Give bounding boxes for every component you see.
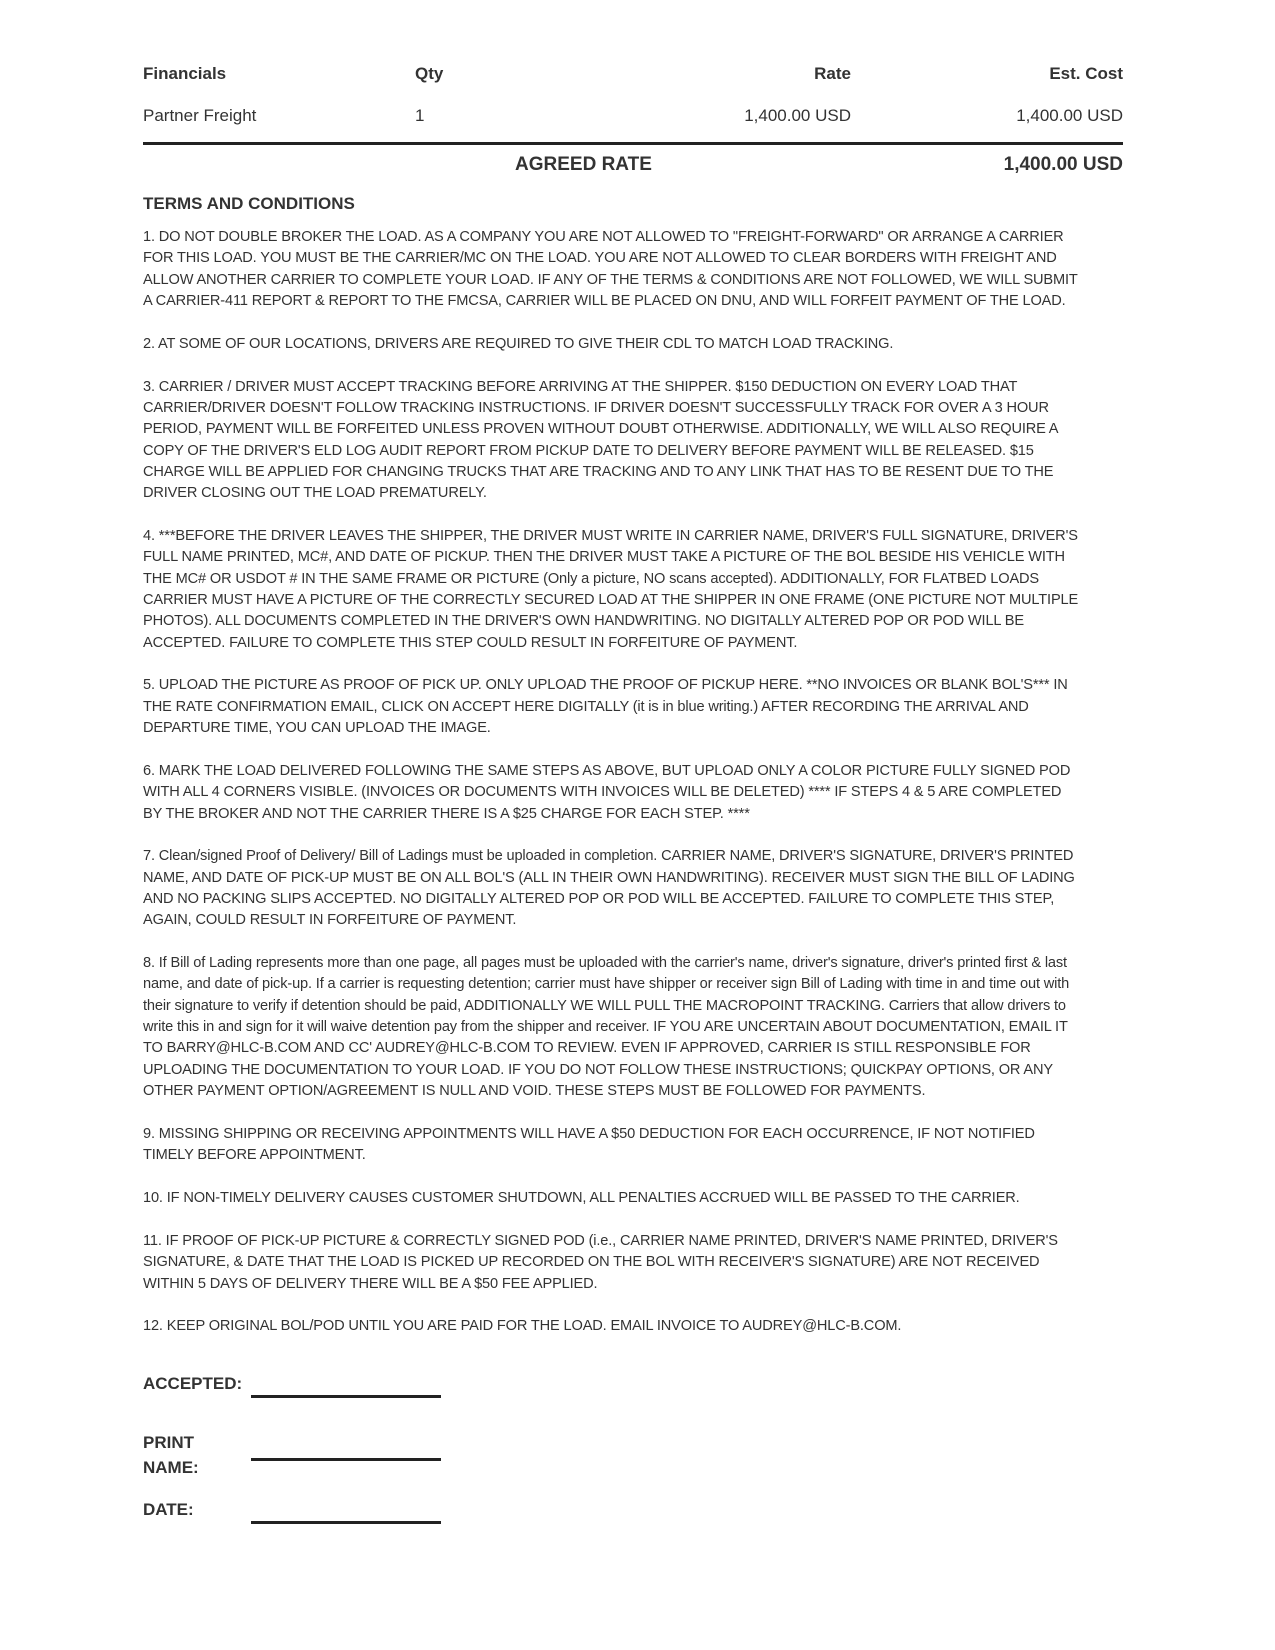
print-name-label-line2: NAME: <box>143 1458 199 1477</box>
financials-header: Financials <box>143 64 227 83</box>
line-item-name: Partner Freight <box>143 90 415 144</box>
table-row <box>143 90 1123 144</box>
term-item: 4. ***BEFORE THE DRIVER LEAVES THE SHIPPER, THE DRIVER MUST WRITE IN CARRIER NAME, DRIVER'S FULL SIGNATURE, DRIVER'S FULL NAME PRINTED, MC#, AND DATE OF PICKUP. THEN THE DRIVER MUST TAKE A PICTURE OF THE BOL BESIDE HIS VEHICLE WITH THE MC# OR USDOT # IN THE SAME FRAME OR PICTURE (Only a picture, NO scans accepted). ADDITIONALLY, FOR FLATBED LOADS CARRIER MUST HAVE A PICTURE OF THE CORRECTLY SECURED LOAD AT THE SHIPPER IN ONE FRAME (ONE PICTURE NOT MULTIPLE PHOTOS). ALL DOCUMENTS COMPLETED IN THE DRIVER'S OWN HANDWRITING. NO DIGITALLY ALTERED POP OR POD WILL BE ACCEPTED. FAILURE TO COMPLETE THIS STEP COULD RESULT IN FORFEITURE OF PAYMENT. <box>143 528 1079 651</box>
term-item: 8. If Bill of Lading represents more than one page, all pages must be uploaded with the carrier's name, driver's signature, driver's printed first & last name, and date of pick-up. If a carrier is requesting detention; carrier must have shipper or receiver sign Bill of Lading with time in and time out with their signature to verify if detention should be paid, ADDITIONALLY WE WILL PULL THE MACROPOINT TRACKING. Carriers that allow drivers to write this in and sign for it will waive detention pay from the shipper and receiver. IF YOU ARE UNCERTAIN ABOUT DOCUMENTATION, EMAIL IT TO BARRY@HLC-B.COM AND CC' AUDREY@HLC-B.COM TO REVIEW. EVEN IF APPROVED, CARRIER IS STILL RESPONSIBLE FOR UPLOADING THE DOCUMENTATION TO YOUR LOAD. IF YOU DO NOT FOLLOW THESE INSTRUCTIONS; QUICKPAY OPTIONS, OR ANY OTHER PAYMENT OPTION/AGREEMENT IS NULL AND VOID. THESE STEPS MUST BE FOLLOWED FOR PAYMENTS. <box>143 955 1070 1099</box>
term-item: 7. Clean/signed Proof of Delivery/ Bill of Ladings must be uploaded in completion. CARRIER NAME, DRIVER'S SIGNATURE, DRIVER'S PRINTED NAME, AND DATE OF PICK-UP MUST BE ON ALL BOL'S (ALL IN THEIR OWN HANDWRITING). RECEIVER MUST SIGN THE BILL OF LADING AND NO PACKING SLIPS ACCEPTED. NO DIGITALLY ALTERED POP OR POD WILL BE ACCEPTED. FAILURE TO COMPLETE THIS STEP, AGAIN, COULD RESULT IN FORFEITURE OF PAYMENT. <box>143 848 1075 929</box>
print-name-label-line1: PRINT <box>143 1433 194 1452</box>
terms-list <box>143 227 1127 1359</box>
term-item: 2. AT SOME OF OUR LOCATIONS, DRIVERS ARE REQUIRED TO GIVE THEIR CDL TO MATCH LOAD TRACKING. <box>143 335 894 352</box>
agreed-rate-value: 1,400.00 USD <box>1003 154 1123 175</box>
line-item-rate: 1,400.00 USD <box>615 90 851 144</box>
line-item-qty: 1 <box>415 90 615 144</box>
term-item: 6. MARK THE LOAD DELIVERED FOLLOWING THE SAME STEPS AS ABOVE, BUT UPLOAD ONLY A COLOR PICTURE FULLY SIGNED POD WITH ALL 4 CORNERS VISIBLE. (INVOICES OR DOCUMENTS WITH INVOICES WILL BE DELETED) **** IF STEPS 4 & 5 ARE COMPLETED BY THE BROKER AND NOT THE CARRIER THERE IS A $25 CHARGE FOR EACH STEP. **** <box>143 762 1071 822</box>
agreed-rate-row <box>143 146 1123 186</box>
term-item: 3. CARRIER / DRIVER MUST ACCEPT TRACKING BEFORE ARRIVING AT THE SHIPPER. $150 DEDUCTION ON EVERY LOAD THAT CARRIER/DRIVER DOESN'T FOLLOW TRACKING INSTRUCTIONS. IF DRIVER DOESN'T SUCCESSFULLY TRACK FOR OVER A 3 HOUR PERIOD, PAYMENT WILL BE FORFEITED UNLESS PROVEN WITHOUT DOUBT OTHERWISE. ADDITIONALLY, WE WILL ALSO REQUIRE A COPY OF THE DRIVER'S ELD LOG AUDIT REPORT FROM PICKUP DATE TO DELIVERY BEFORE PAYMENT WILL BE RELEASED. $15 CHARGE WILL BE APPLIED FOR CHANGING TRUCKS THAT ARE TRACKING AND TO ANY LINK THAT HAS TO BE RESENT DUE TO THE DRIVER CLOSING OUT THE LOAD PREMATURELY. <box>143 378 1059 502</box>
qty-header: Qty <box>415 64 444 83</box>
est-cost-header: Est. Cost <box>1049 64 1123 83</box>
date-label: DATE: <box>143 1500 194 1519</box>
financials-header-row <box>143 58 1123 90</box>
term-item: 1. DO NOT DOUBLE BROKER THE LOAD. AS A COMPANY YOU ARE NOT ALLOWED TO "FREIGHT-FORWARD" OR ARRANGE A CARRIER FOR THIS LOAD. YOU MUST BE THE CARRIER/MC ON THE LOAD. YOU ARE NOT ALLOWED TO CLEAR BORDERS WITH FREIGHT AND ALLOW ANOTHER CARRIER TO COMPLETE YOUR LOAD. IF ANY OF THE TERMS & CONDITIONS ARE NOT FOLLOWED, WE WILL SUBMIT A CARRIER-411 REPORT & REPORT TO THE FMCSA, CARRIER WILL BE PLACED ON DNU, AND WILL FORFEIT PAYMENT OF THE LOAD. <box>143 229 1078 309</box>
line-item-est-cost: 1,400.00 USD <box>851 90 1123 144</box>
terms-heading: TERMS AND CONDITIONS <box>143 194 355 213</box>
accepted-label: ACCEPTED: <box>143 1374 243 1393</box>
term-item: 11. IF PROOF OF PICK-UP PICTURE & CORRECTLY SIGNED POD (i.e., CARRIER NAME PRINTED, DRIVER'S NAME PRINTED, DRIVER'S SIGNATURE, & DATE THAT THE LOAD IS PICKED UP RECORDED ON THE BOL WITH RECEIVER'S SIGNATURE) ARE NOT RECEIVED WITHIN 5 DAYS OF DELIVERY THERE WILL BE A $50 FEE APPLIED. <box>143 1232 1058 1292</box>
term-item: 10. IF NON-TIMELY DELIVERY CAUSES CUSTOMER SHUTDOWN, ALL PENALTIES ACCRUED WILL BE PASSED TO THE CARRIER. <box>143 1190 1020 1207</box>
financials-table <box>143 58 1123 145</box>
rate-header: Rate <box>814 64 851 83</box>
print-name-line[interactable] <box>251 1458 441 1461</box>
agreed-rate-label: AGREED RATE <box>515 154 652 175</box>
term-item: 9. MISSING SHIPPING OR RECEIVING APPOINTMENTS WILL HAVE A $50 DEDUCTION FOR EACH OCCURRENCE, IF NOT NOTIFIED TIMELY BEFORE APPOINTMENT. <box>143 1125 1035 1164</box>
date-line[interactable] <box>251 1521 441 1524</box>
term-item: 12. KEEP ORIGINAL BOL/POD UNTIL YOU ARE PAID FOR THE LOAD. EMAIL INVOICE TO AUDREY@HLC-B.COM. <box>143 1318 902 1335</box>
term-item: 5. UPLOAD THE PICTURE AS PROOF OF PICK UP. ONLY UPLOAD THE PROOF OF PICKUP HERE. **NO INVOICES OR BLANK BOL'S*** IN THE RATE CONFIRMATION EMAIL, CLICK ON ACCEPT HERE DIGITALLY (it is in blue writing.) AFTER RECORDING THE ARRIVAL AND DEPARTURE TIME, YOU CAN UPLOAD THE IMAGE. <box>143 677 1068 737</box>
accepted-signature-line[interactable] <box>251 1395 441 1398</box>
